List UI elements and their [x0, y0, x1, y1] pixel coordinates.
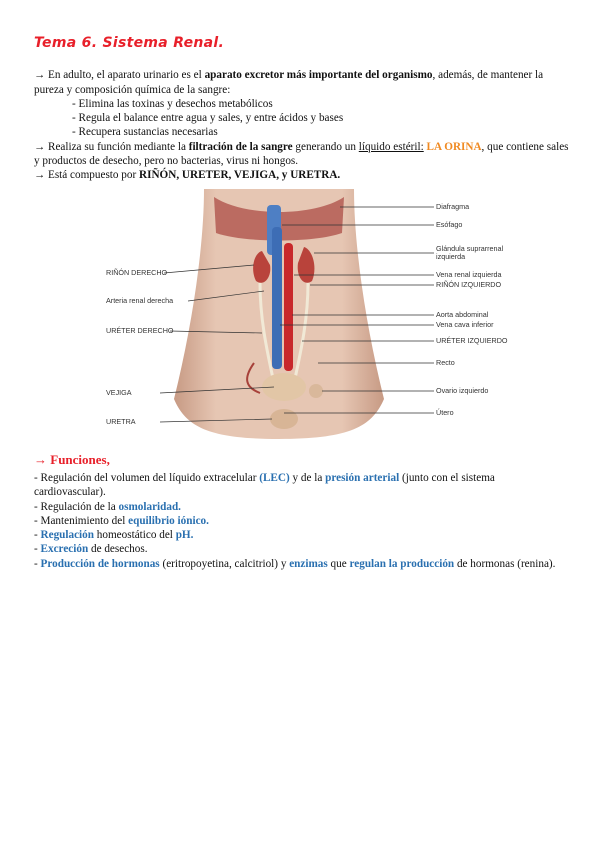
label-recto: Recto: [436, 357, 455, 367]
text-run: , que contiene sales y productos de desecho, pero no bacterias, virus ni hongos.: [34, 140, 569, 168]
text-run: - Mantenimiento del: [34, 514, 129, 527]
text-run: y de la: [289, 471, 326, 484]
highlight-term: regulan la producción: [349, 557, 455, 570]
label-arteria-renal-derecha: Arteria renal derecha: [106, 295, 174, 305]
emphasis-excretor: aparato excretor más importante del organismo: [204, 69, 433, 82]
highlight-term: equilibrio iónico.: [128, 514, 209, 527]
text-run: , además, de mantener la pureza y composición química de la sangre:: [34, 69, 544, 96]
composition-paragraph: [34, 168, 569, 182]
text-run: - Regulación de la: [34, 500, 119, 513]
arrow-icon: →: [34, 140, 46, 153]
label-ureter-izquierdo: URÉTER IZQUIERDO: [436, 335, 508, 345]
label-uretra: URETRA: [106, 416, 136, 426]
emphasis-organs: RIÑÓN, URETER, VEJIGA, y URETRA.: [139, 169, 341, 182]
section-heading-funciones: [34, 453, 569, 467]
label-ureter-derecho: URÉTER DERECHO: [106, 325, 174, 335]
highlight-term: presión arterial: [325, 471, 400, 484]
highlight-term: pH.: [175, 529, 194, 542]
highlight-term: enzimas: [289, 557, 328, 570]
text-run: generando un: [292, 140, 359, 153]
function-line: [34, 471, 569, 500]
label-aorta-abdominal: Aorta abdominal: [436, 309, 489, 319]
function-line: [34, 500, 569, 514]
function-line: [34, 528, 569, 542]
intro-paragraph: [34, 68, 569, 97]
text-run: de desechos.: [88, 543, 148, 556]
arrow-icon: →: [34, 451, 47, 467]
text-run: Está compuesto por: [45, 169, 140, 182]
text-run: - Regulación del volumen del líquido extracelular: [34, 471, 260, 484]
section-heading-text: Funciones,: [47, 451, 110, 467]
label-utero: Útero: [436, 407, 454, 417]
list-item: - Regula el balance entre agua y sales, y entre ácidos y bases: [72, 112, 344, 125]
text-run: que: [327, 557, 350, 570]
highlight-term: osmolaridad.: [118, 500, 181, 513]
text-run: (junto con el sistema cardiovascular).: [34, 471, 495, 499]
function-line: [34, 542, 569, 556]
text-run: (eritropoyetina, calcitriol) y: [159, 557, 290, 570]
text-run: -: [34, 543, 41, 556]
label-rinon-derecho: RIÑÓN DERECHO: [106, 267, 168, 277]
page-title: Tema 6. Sistema Renal.: [34, 35, 225, 51]
underlined-term: líquido estéril:: [358, 140, 424, 153]
highlight-term: Excreción: [40, 543, 89, 556]
function-line: [34, 557, 569, 571]
emphasis-filtracion: filtración de la sangre: [188, 140, 293, 153]
urinary-system-figure: [104, 187, 524, 441]
label-vena-cava-inferior: Vena cava inferior: [436, 319, 494, 329]
arrow-icon: →: [34, 169, 46, 182]
list-item: - Elimina las toxinas y desechos metabólicos: [72, 97, 273, 110]
text-run: de hormonas (renina).: [454, 557, 556, 570]
function-line: [34, 514, 569, 528]
label-glandula-suprarrenal: Glándula suprarrenal izquierda: [436, 243, 504, 261]
label-diafragma: Diafragma: [436, 201, 470, 211]
text-run: homeostático del: [93, 529, 176, 542]
arrow-icon: →: [34, 69, 46, 82]
text-run: Realiza su función mediante la: [45, 140, 189, 153]
list-item: - Recupera sustancias necesarias: [72, 126, 218, 139]
highlight-orina: LA ORINA: [423, 140, 482, 153]
highlight-term: (LEC): [259, 471, 290, 484]
label-esofago: Esófago: [436, 219, 463, 229]
label-vena-renal-izquierda: Vena renal izquierda: [436, 269, 502, 279]
highlight-term: Producción de hormonas: [40, 557, 160, 570]
label-vejiga: VEJIGA: [106, 387, 132, 397]
document-page: [34, 36, 569, 571]
function-paragraph: [34, 140, 569, 169]
label-rinon-izquierdo: RIÑÓN IZQUIERDO: [436, 279, 502, 289]
text-run: -: [34, 557, 41, 570]
highlight-term: Regulación: [40, 529, 94, 542]
text-run: -: [34, 529, 41, 542]
text-run: En adulto, el aparato urinario es el: [45, 69, 205, 82]
label-ovario-izquierdo: Ovario izquierdo: [436, 385, 489, 395]
